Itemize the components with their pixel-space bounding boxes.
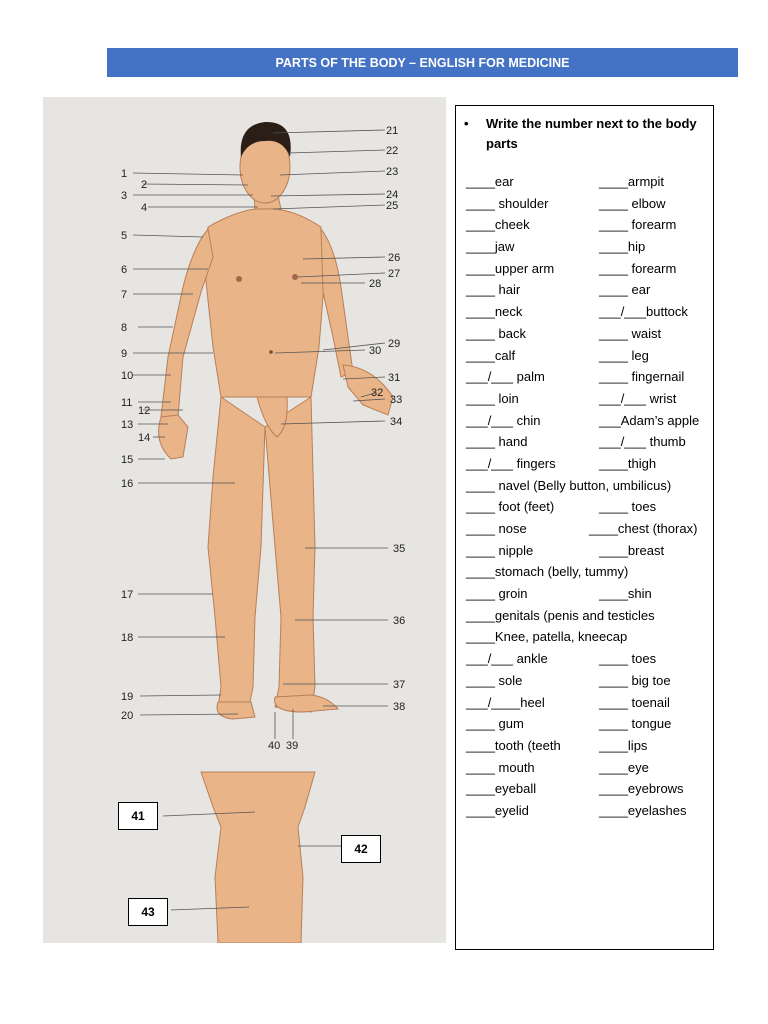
number-label: 40 — [268, 740, 281, 752]
list-item: ____ gum — [466, 716, 524, 732]
number-label: 33 — [390, 394, 403, 406]
label-number: 43 — [141, 905, 155, 919]
list-item: ____thigh — [599, 455, 657, 471]
instruction-text: Write the number next to the body parts — [486, 116, 697, 151]
list-item: ___/___ chin — [466, 412, 541, 428]
number-label: 22 — [386, 145, 399, 157]
list-item — [599, 626, 699, 648]
list-item: ____ groin — [466, 586, 528, 602]
body-diagram-illustration — [43, 97, 446, 943]
number-label: 1 — [121, 168, 128, 180]
list-item: ____tooth (teeth — [466, 737, 561, 753]
number-label: 5 — [121, 230, 128, 242]
number-label: 19 — [121, 691, 134, 703]
number-label: 36 — [393, 615, 406, 627]
list-item: ____ big toe — [599, 672, 671, 688]
list-item: ____ back — [466, 325, 526, 341]
number-label: 4 — [141, 202, 148, 214]
label-number: 41 — [131, 809, 145, 823]
list-item: ____hip — [599, 239, 646, 255]
label-box-43 — [128, 898, 168, 926]
list-item: ____ navel (Belly button, umbilicus) — [466, 477, 672, 493]
bullet-icon: • — [464, 116, 469, 131]
list-item: ____ elbow — [599, 195, 666, 211]
list-item: ____ forearm — [599, 217, 677, 233]
label-box-42 — [341, 835, 381, 863]
list-item: ____Knee, patella, kneecap — [466, 629, 628, 645]
number-label: 14 — [138, 432, 151, 444]
number-label: 30 — [369, 345, 382, 357]
list-item: ____chest (thorax) — [589, 521, 698, 536]
number-label: 10 — [121, 370, 134, 382]
list-item: ____ tongue — [599, 716, 672, 732]
number-label: 20 — [121, 710, 134, 722]
number-label: 17 — [121, 589, 134, 601]
number-label: 26 — [388, 252, 401, 264]
list-item: ____ hair — [466, 282, 521, 298]
number-label: 8 — [121, 322, 128, 334]
list-item: ____ear — [466, 174, 514, 189]
number-label: 11 — [121, 397, 133, 409]
list-item: ____eyelashes — [599, 802, 687, 818]
list-item: ____jaw — [466, 239, 515, 255]
list-item: ____eyelid — [466, 802, 529, 818]
list-item: ____cheek — [466, 217, 530, 233]
list-item: ____ hand — [466, 434, 528, 450]
number-label: 13 — [121, 419, 134, 431]
number-label: 12 — [138, 405, 151, 417]
list-item — [599, 475, 699, 497]
list-item: ___/___buttock — [599, 304, 688, 320]
number-label: 3 — [121, 190, 128, 202]
list-item: ___/____heel — [466, 694, 545, 710]
number-label: 9 — [121, 348, 128, 360]
list-item: ____genitals (penis and testicles — [466, 607, 655, 623]
list-item: ____ shoulder — [466, 195, 549, 211]
number-label: 38 — [393, 701, 406, 713]
list-item: ___/___ palm — [466, 369, 545, 385]
list-item: ____ nipple — [466, 542, 534, 558]
number-label: 32 — [371, 387, 384, 399]
number-label: 21 — [386, 125, 399, 137]
number-label: 24 — [386, 189, 399, 201]
list-item: ___/___ wrist — [599, 390, 677, 406]
list-item: ____stomach (belly, tummy) — [466, 564, 629, 580]
list-item: ____ nose — [466, 521, 527, 536]
list-item: ____lips — [599, 737, 648, 753]
list-item: ___/___ fingers — [466, 455, 556, 471]
number-label: 6 — [121, 264, 128, 276]
list-item: ____upper arm — [466, 260, 555, 276]
list-item: ____neck — [466, 304, 523, 320]
number-label: 28 — [369, 278, 382, 290]
list-item: ____ toes — [599, 499, 657, 515]
number-label: 39 — [286, 740, 299, 752]
instruction — [464, 114, 698, 154]
number-label: 35 — [393, 543, 406, 555]
list-item: ____ loin — [466, 390, 519, 406]
list-item: ____armpit — [599, 174, 665, 189]
number-label: 15 — [121, 454, 134, 466]
number-label: 18 — [121, 632, 134, 644]
list-item: ____ mouth — [466, 759, 535, 775]
number-label: 23 — [386, 166, 399, 178]
list-item: ____breast — [599, 542, 665, 558]
list-item: ___/___ ankle — [466, 651, 548, 667]
body-diagram-photo — [43, 97, 446, 943]
number-label: 34 — [390, 416, 403, 428]
list-item: ____eyeball — [466, 781, 537, 797]
list-item: ___Adam’s apple — [599, 412, 700, 428]
list-item: ____eyebrows — [599, 781, 684, 797]
list-item: ____ sole — [466, 672, 523, 688]
list-item: ____ forearm — [599, 260, 677, 276]
number-label: 27 — [388, 268, 401, 280]
number-label: 37 — [393, 679, 406, 691]
list-item: ___/___ thumb — [599, 434, 686, 450]
number-label: 7 — [121, 289, 128, 301]
label-box-41 — [118, 802, 158, 830]
list-item: ____ toes — [599, 651, 657, 667]
list-item: ____calf — [466, 347, 516, 363]
number-label: 2 — [141, 179, 148, 191]
list-item: ____ fingernail — [599, 369, 685, 385]
list-item: ____ toenail — [599, 694, 670, 710]
list-item: ____ foot (feet) — [466, 499, 555, 515]
list-item — [599, 605, 699, 627]
list-item: ____ waist — [599, 325, 662, 341]
number-label: 16 — [121, 478, 134, 490]
list-item: ____ leg — [599, 347, 649, 363]
list-item: ____eye — [599, 759, 649, 775]
page-title: PARTS OF THE BODY – ENGLISH FOR MEDICINE — [275, 55, 570, 70]
number-label: 25 — [386, 200, 399, 212]
list-item: ____ ear — [599, 282, 651, 298]
worksheet-panel — [455, 105, 714, 950]
number-label: 31 — [388, 372, 401, 384]
number-label: 29 — [388, 338, 401, 350]
page-title-banner — [107, 48, 738, 77]
right-column — [589, 171, 700, 822]
list-item: ____shin — [599, 586, 652, 602]
label-number: 42 — [354, 842, 368, 856]
list-item — [599, 561, 699, 583]
